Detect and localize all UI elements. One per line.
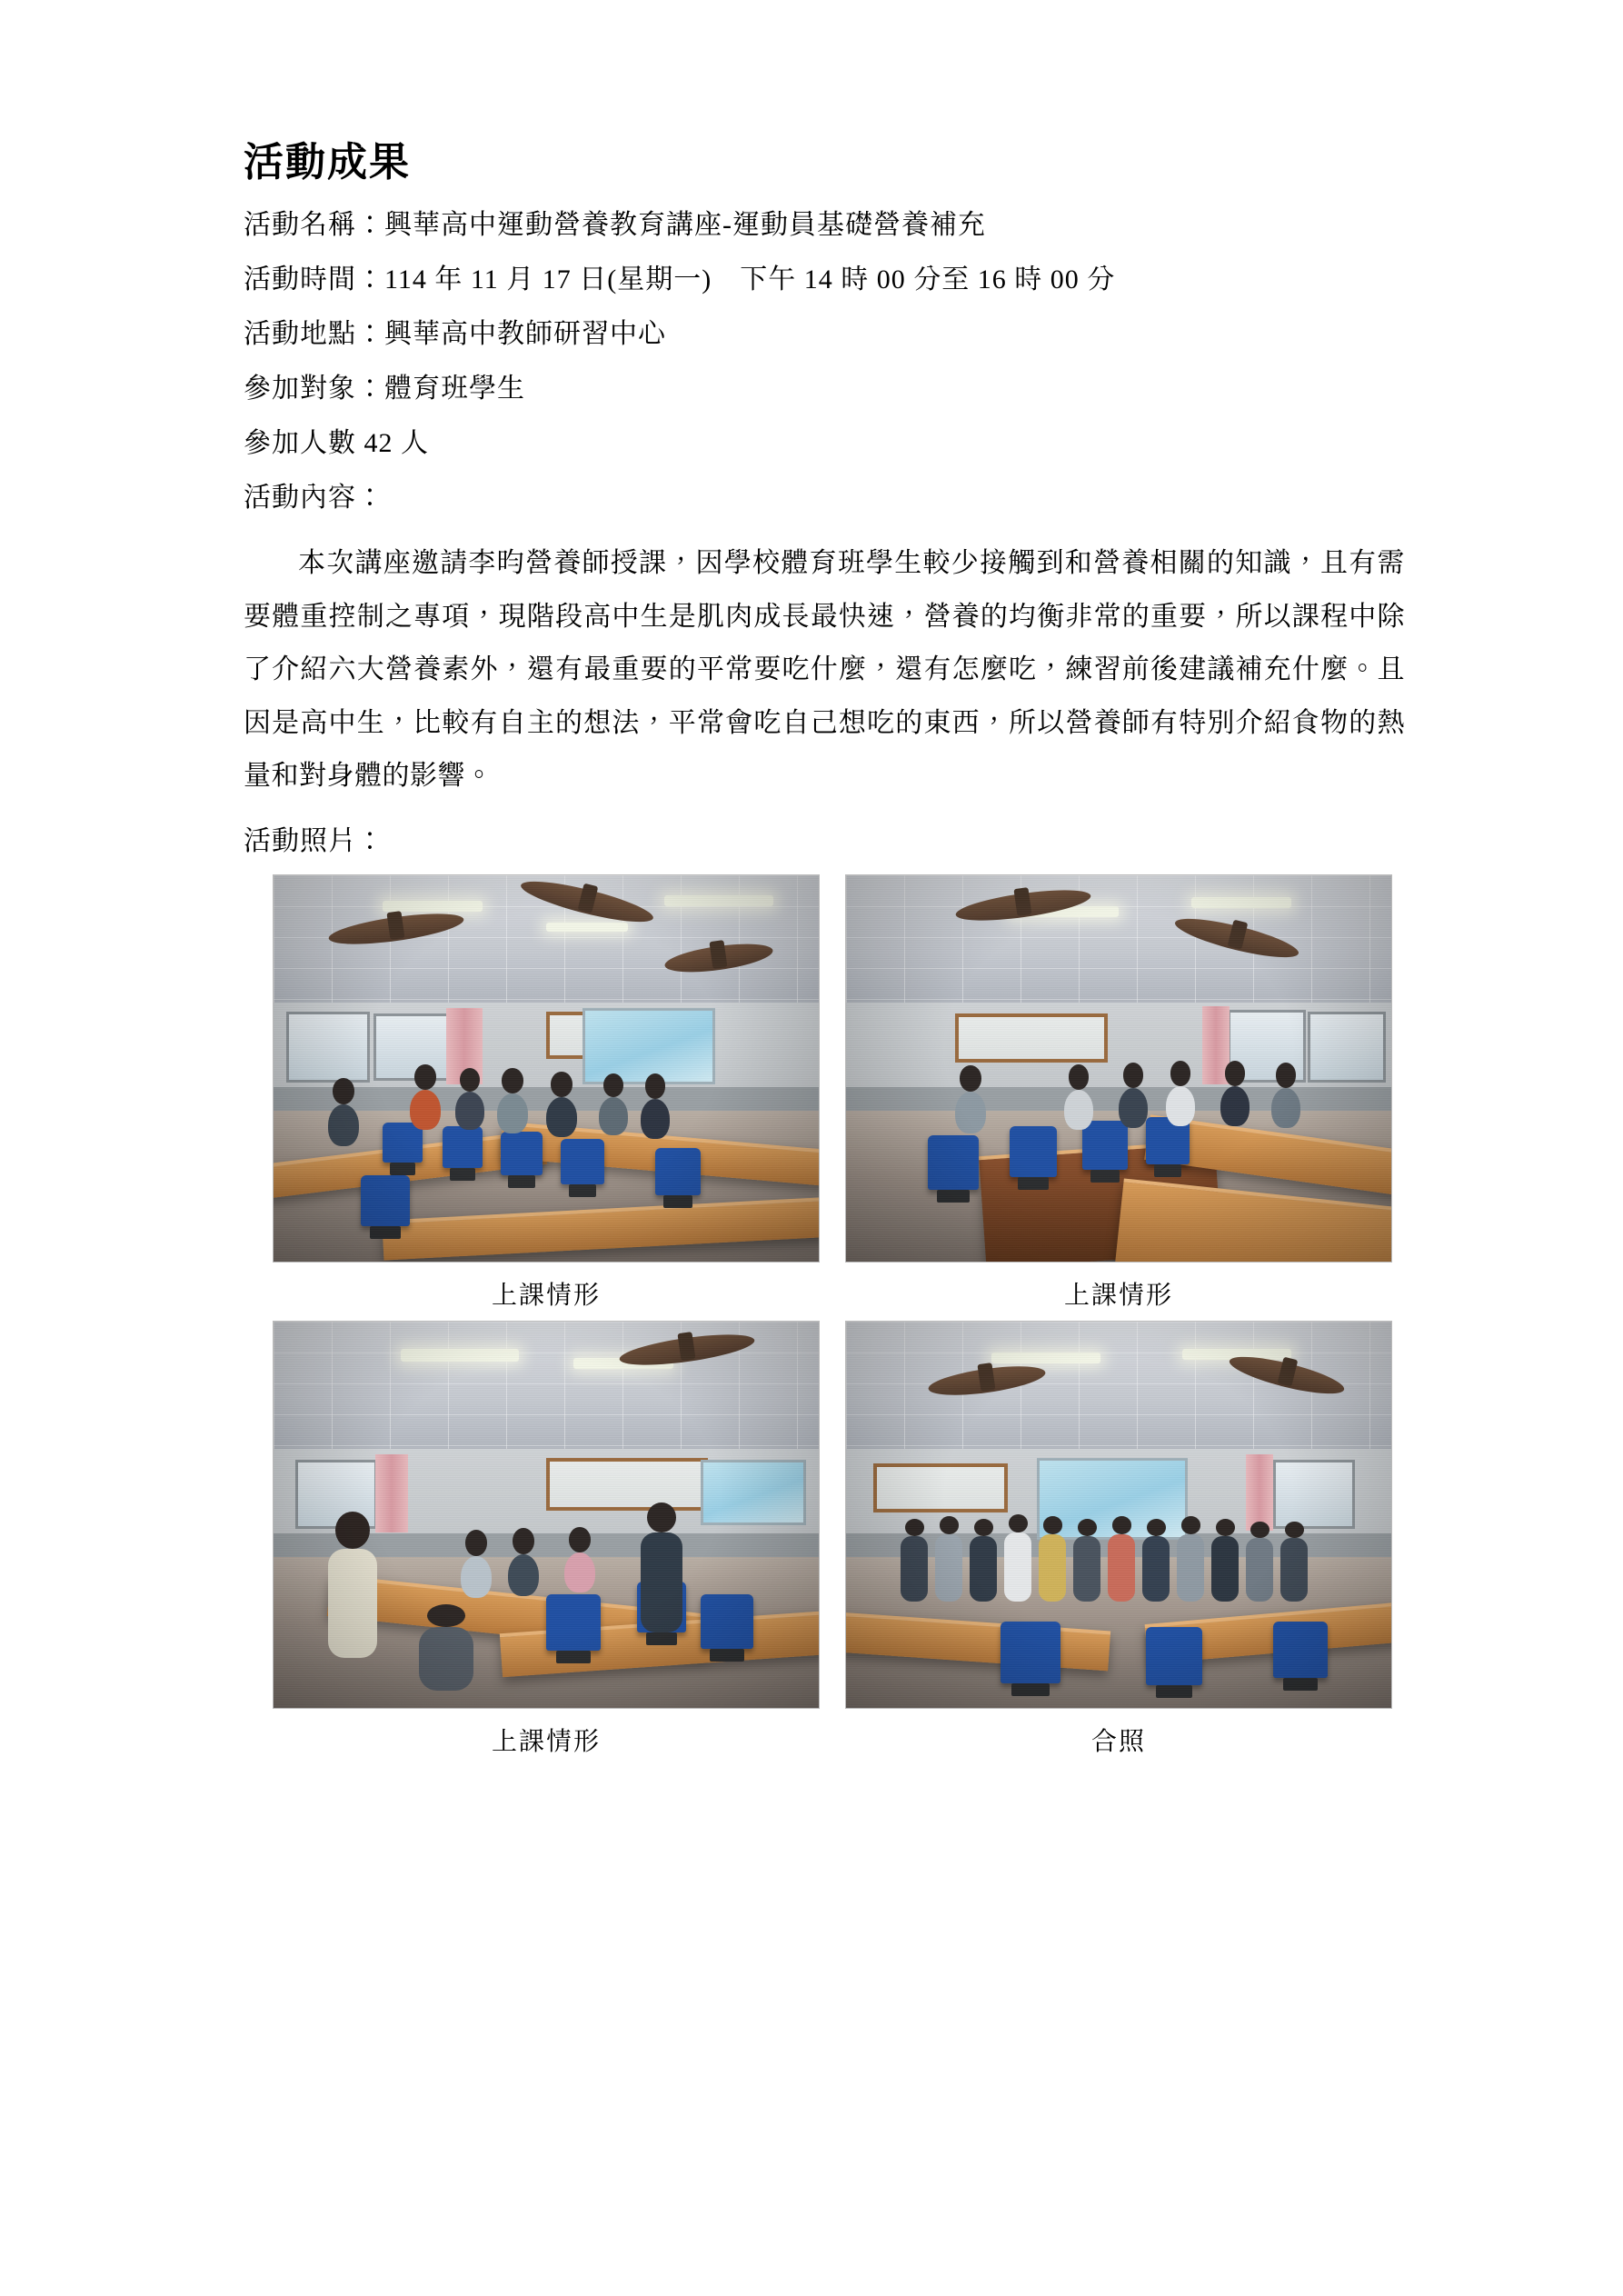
group-photo bbox=[845, 1321, 1392, 1709]
photo-cell bbox=[832, 1321, 1405, 1758]
photo-cell bbox=[260, 1321, 832, 1758]
field-activity-content-label: 活動內容： bbox=[244, 483, 384, 514]
classroom-photo-2 bbox=[845, 874, 1392, 1263]
field-activity-name: 活動名稱：興華高中運動營養教育講座-運動員基礎營養補充 bbox=[244, 210, 986, 241]
field-activity-target: 參加對象：體育班學生 bbox=[244, 374, 525, 404]
classroom-photo-3 bbox=[273, 1321, 820, 1709]
photo-caption: 上課情形 bbox=[1063, 1281, 1173, 1310]
activity-content-paragraph: 本次講座邀請李昀營養師授課，因學校體育班學生較少接觸到和營養相關的知識，且有需要體重控制之專項，現階段高中生是肌肉成長最快速，營養的均衡非常的重要，所以課程中除了介紹六大營養素外，還有最重要的平常要吃什麼，還有怎麼吃，練習前後建議補充什麼。且因是高中生，比較有自主的想法，平常會吃自己想吃的東西，所以營養師有特別介紹食物的熱量和對身體的影響。 bbox=[244, 548, 1405, 792]
classroom-photo-1 bbox=[273, 874, 820, 1263]
photo-grid bbox=[260, 874, 1405, 1767]
photo-caption: 合照 bbox=[1090, 1727, 1146, 1756]
photos-label: 活動照片： bbox=[244, 825, 384, 856]
photo-caption: 上課情形 bbox=[491, 1727, 601, 1756]
photo-caption: 上課情形 bbox=[491, 1281, 601, 1310]
photo-cell bbox=[260, 874, 832, 1312]
field-activity-time: 活動時間：114 年 11 月 17 日(星期一) 下午 14 時 00 分至 16 時 00 分 bbox=[244, 265, 1116, 295]
photo-cell bbox=[832, 874, 1405, 1312]
field-activity-count: 參加人數 42 人 bbox=[244, 428, 429, 459]
page-title: 活動成果 bbox=[244, 140, 411, 185]
field-activity-place: 活動地點：興華高中教師研習中心 bbox=[244, 319, 666, 350]
